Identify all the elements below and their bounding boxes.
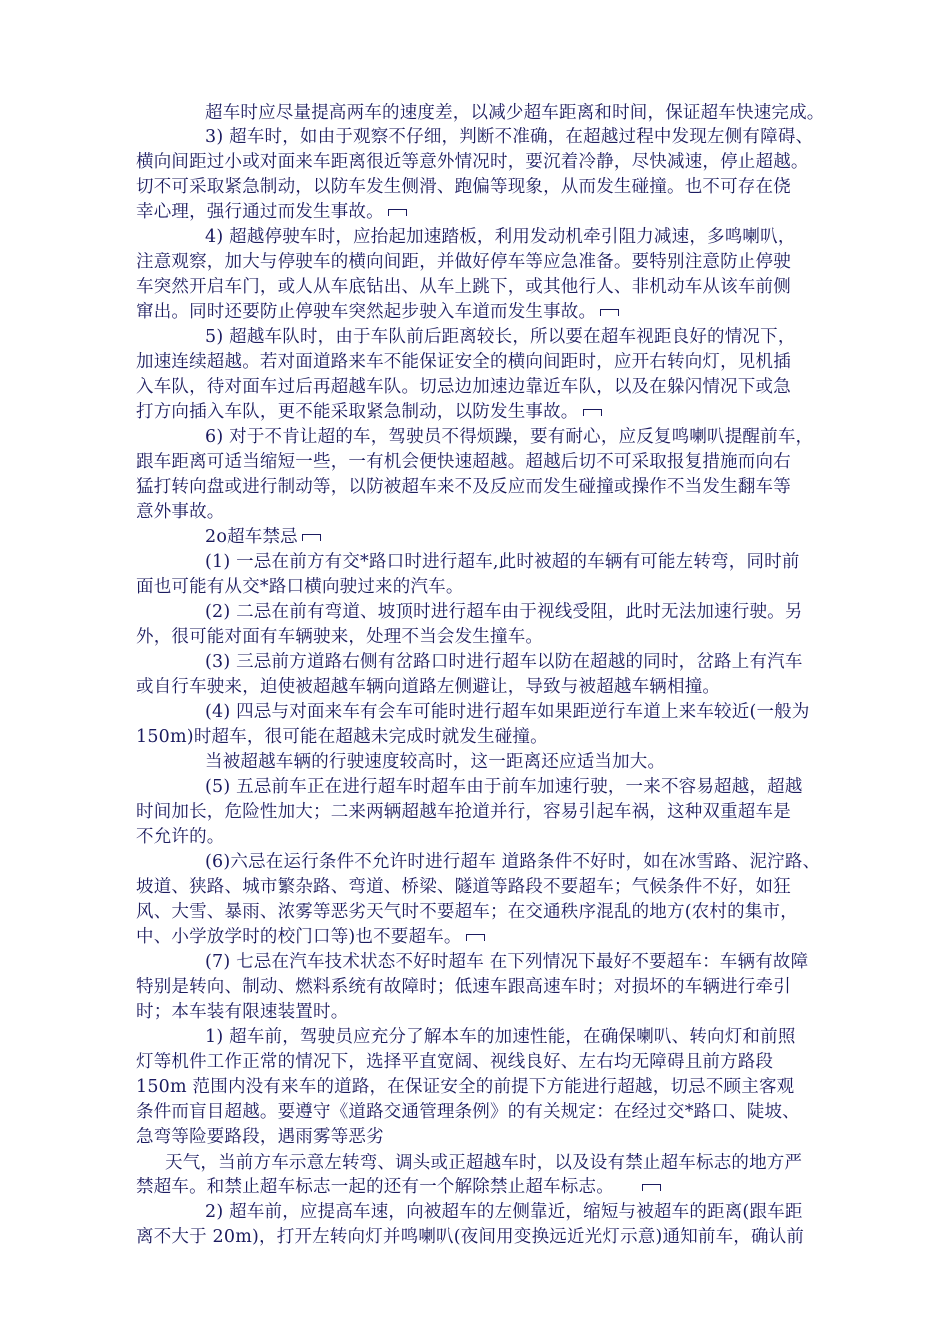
- text-line: 天气，当前方车示意左转弯、调头或正超越车时，以及设有禁止超车标志的地方严: [165, 1153, 803, 1173]
- text-line: 超车时应尽量提高两车的速度差，以减少超车距离和时间，保证超车快速完成。: [205, 103, 825, 123]
- text-line: (6)六忌在运行条件不允许时进行超车 道路条件不好时，如在冰雪路、泥泞路、: [205, 852, 821, 872]
- text-line-content: 打方向插入车队，更不能采取紧急制动，以防发生事故。: [136, 402, 579, 422]
- text-line: 猛打转向盘或进行制动等，以防被超车来不及反应而发生碰撞或操作不当发生翻车等: [136, 477, 791, 497]
- paragraph-mark-icon: [466, 934, 485, 941]
- text-line: 注意观察，加大与停驶车的横向间距，并做好停车等应急准备。要特别注意防止停驶: [136, 252, 791, 272]
- text-line: 特别是转向、制动、燃料系统有故障时；低速车跟高速车时；对损坏的车辆进行牵引: [136, 977, 791, 997]
- text-line: 或自行车驶来，迫使被超越车辆向道路左侧避让，导致与被超越车辆相撞。: [136, 677, 721, 697]
- text-line-content: 中、小学放学时的校门口等)也不要超车。: [136, 927, 462, 947]
- text-line-content: 窜出。同时还要防止停驶车突然起步驶入车道而发生事故。: [136, 302, 597, 322]
- text-line: (4) 四忌与对面来车有会车可能时进行超车如果距逆行车道上来车较近(一般为: [205, 702, 810, 722]
- text-line: 当被超越车辆的行驶速度较高时，这一距离还应适当加大。: [205, 752, 666, 772]
- paragraph-mark-icon: [388, 209, 407, 216]
- text-line: 意外事故。: [136, 502, 225, 522]
- text-line: 急弯等险要路段，遇雨雾等恶劣: [136, 1127, 384, 1147]
- text-line: 入车队，待对面车过后再超越车队。切忌边加速边靠近车队，以及在躲闪情况下或急: [136, 377, 791, 397]
- text-line: 时间加长，危险性加大；二来两辆超越车抢道并行，容易引起车祸，这种双重超车是: [136, 802, 791, 822]
- text-line-content: 幸心理，强行通过而发生事故。: [136, 202, 384, 222]
- text-line: 150m 范围内没有来车的道路，在保证安全的前提下方能进行超越，切忌不顾主客观: [136, 1077, 795, 1097]
- text-line: 外，很可能对面有车辆驶来，处理不当会发生撞车。: [136, 627, 544, 647]
- text-line: [136, 400, 602, 424]
- text-line: 2) 超车前，应提高车速，向被超车的左侧靠近，缩短与被超车的距离(跟车距: [205, 1202, 803, 1222]
- text-line: (3) 三忌前方道路右侧有岔路口时进行超车以防在超越的同时，岔路上有汽车: [205, 652, 803, 672]
- text-line: (5) 五忌前车正在进行超车时超车由于前车加速行驶，一来不容易超越，超越: [205, 777, 803, 797]
- text-line: 1) 超车前，驾驶员应充分了解本车的加速性能，在确保喇叭、转向灯和前照: [205, 1027, 796, 1047]
- text-line: 坡道、狭路、城市繁杂路、弯道、桥梁、隧道等路段不要超车；气候条件不好，如狂: [136, 877, 791, 897]
- paragraph-mark-icon: [583, 409, 602, 416]
- text-line: 车突然开启车门，或人从车底钻出、从车上跳下，或其他行人、非机动车从该车前侧: [136, 277, 791, 297]
- text-line: (7) 七忌在汽车技术状态不好时超车 在下列情况下最好不要超车：车辆有故障: [205, 952, 809, 972]
- text-line: (1) 一忌在前方有交*路口时进行超车,此时被超的车辆有可能左转弯，同时前: [205, 552, 800, 572]
- text-line: 离不大于 20m)，打开左转向灯并鸣喇叭(夜间用变换远近光灯示意)通知前车，确认前: [136, 1227, 805, 1247]
- text-line: 横向间距过小或对面来车距离很近等意外情况时，要沉着冷静，尽快减速，停止超越。: [136, 152, 809, 172]
- text-line: 切不可采取紧急制动，以防车发生侧滑、跑偏等现象，从而发生碰撞。也不可存在侥: [136, 177, 791, 197]
- text-line-content: 禁超车。和禁止超车标志一起的还有一个解除禁止超车标志。: [136, 1177, 614, 1197]
- text-line: 加速连续超越。若对面道路来车不能保证安全的横向间距时，应开右转向灯，见机插: [136, 352, 791, 372]
- text-line: 跟车距离可适当缩短一些，一有机会便快速超越。超越后切不可采取报复措施而向右: [136, 452, 791, 472]
- text-line: 4) 超越停驶车时，应抬起加速踏板，利用发动机牵引阻力减速，多鸣喇叭，: [205, 227, 796, 247]
- section-heading-text: 2o超车禁忌: [205, 527, 298, 547]
- text-line: 3) 超车时，如由于观察不仔细，判断不准确，在超越过程中发现左侧有障碍、: [205, 127, 814, 147]
- text-line: 5) 超越车队时，由于车队前后距离较长，所以要在超车视距良好的情况下，: [205, 327, 796, 347]
- paragraph-mark-icon: [302, 534, 321, 541]
- text-line: [136, 1175, 661, 1199]
- text-line: [136, 300, 619, 324]
- text-line: 条件而盲目超越。要遵守《道路交通管理条例》的有关规定：在经过交*路口、陡坡、: [136, 1102, 800, 1122]
- paragraph-mark-icon: [600, 309, 619, 316]
- text-line: 不允许的。: [136, 827, 225, 847]
- text-line: 面也可能有从交*路口横向驶过来的汽车。: [136, 577, 464, 597]
- text-line: 灯等机件工作正常的情况下，选择平直宽阔、视线良好、左右均无障碍且前方路段: [136, 1052, 774, 1072]
- text-line: 风、大雪、暴雨、浓雾等恶劣天气时不要超车；在交通秩序混乱的地方(农村的集市，: [136, 902, 798, 922]
- text-line: [136, 925, 485, 949]
- section-heading: [205, 525, 321, 549]
- text-line: 6) 对于不肯让超的车，驾驶员不得烦躁，要有耐心，应反复鸣喇叭提醒前车，: [205, 427, 814, 447]
- paragraph-mark-icon: [642, 1184, 661, 1191]
- text-line: (2) 二忌在前有弯道、坡顶时进行超车由于视线受阻，此时无法加速行驶。另: [205, 602, 803, 622]
- text-line: 150m)时超车，很可能在超越未完成时就发生碰撞。: [136, 727, 548, 747]
- text-line: 时；本车装有限速装置时。: [136, 1002, 349, 1022]
- text-line: [136, 200, 407, 224]
